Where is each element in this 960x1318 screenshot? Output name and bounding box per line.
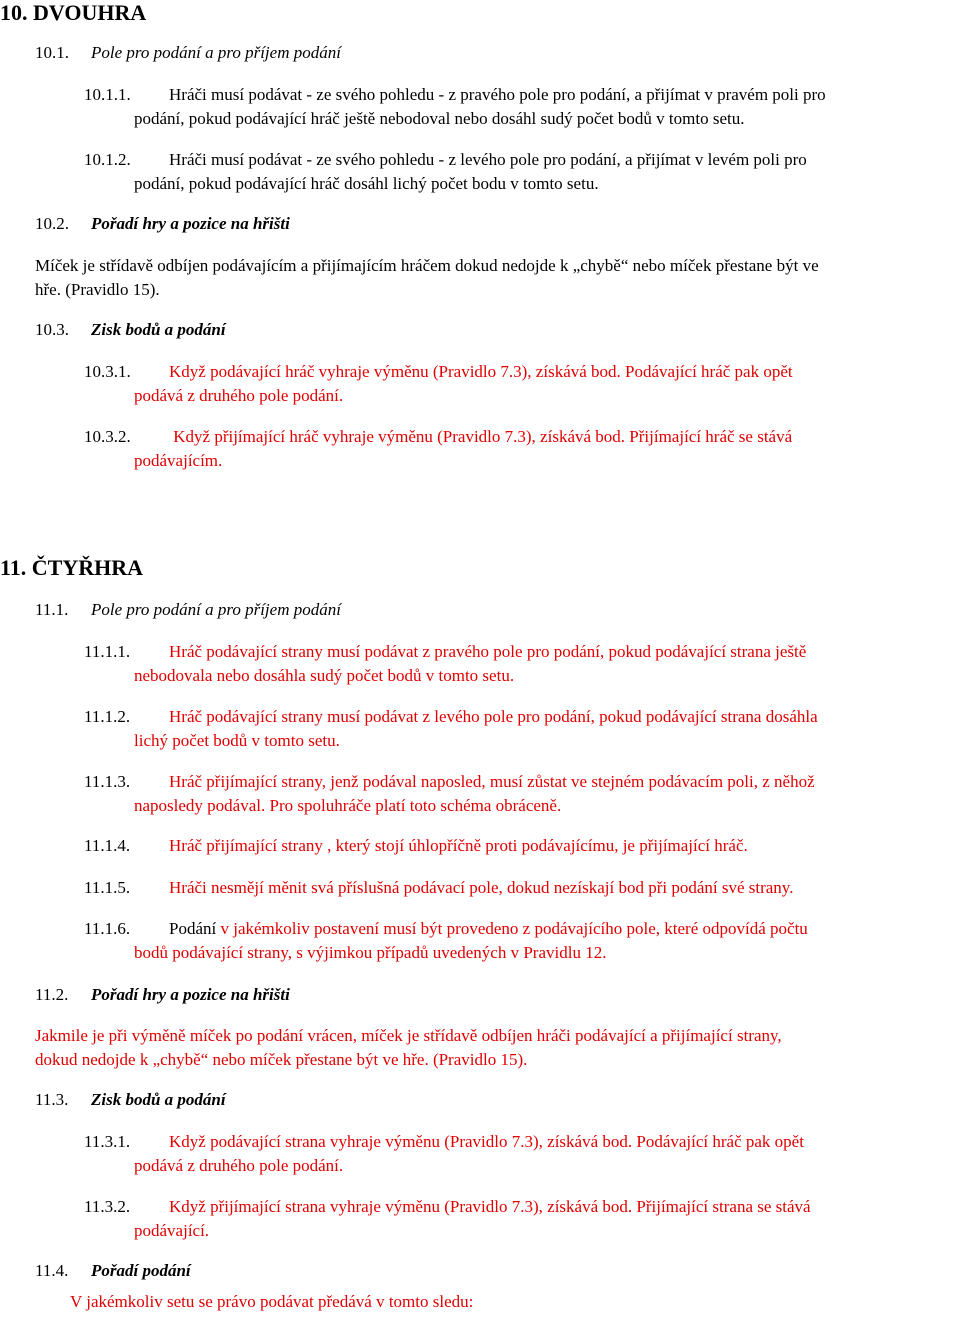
- rule-text-line-2: podání, pokud podávající hráč ještě nebodoval nebo dosáhl sudý počet bodů v tomto setu.: [134, 109, 745, 128]
- rule-text-line-1-start: Podání: [169, 919, 217, 938]
- section-number: 11.3.: [35, 1090, 69, 1109]
- section-11-2-heading: [35, 983, 290, 1007]
- section-10-2-heading: [35, 212, 290, 236]
- rule-number: 11.1.3.: [84, 772, 131, 791]
- section-title: Pořadí hry a pozice na hřišti: [91, 985, 290, 1004]
- rule-number: 11.1.1.: [84, 642, 131, 661]
- rule-11-1-2: [84, 705, 950, 753]
- rule-text-line-1: Hráč přijímající strany , který stojí úhlopříčně proti podávajícímu, je přijímající hráč.: [169, 836, 748, 855]
- chapter-11-heading: 11. ČTYŘHRA: [0, 555, 144, 580]
- rule-number: 11.1.6.: [84, 919, 131, 938]
- rule-text-line-1: Když podávající hráč vyhraje výměnu (Pravidlo 7.3), získává bod. Podávající hráč pak opět: [169, 362, 793, 381]
- rule-text-line-1: Hráč podávající strany musí podávat z pravého pole pro podání, pokud podávající strana ještě: [169, 642, 807, 661]
- section-title: Zisk bodů a podání: [91, 1090, 226, 1109]
- section-number: 11.2.: [35, 985, 69, 1004]
- rule-text-line-1: Hráč přijímající strany, jenž podával naposled, musí zůstat ve stejném podávacím poli, z něhož: [169, 772, 815, 791]
- rule-text-line-2: nebodovala nebo dosáhla sudý počet bodů v tomto setu.: [134, 666, 515, 685]
- section-title: Pole pro podání a pro příjem podání: [91, 43, 341, 62]
- rule-11-1-1: [84, 640, 950, 688]
- rule-11-1-6: [84, 917, 950, 965]
- rule-text-line-1: Když přijímající hráč vyhraje výměnu (Pravidlo 7.3), získává bod. Přijímající hráč se stává: [169, 427, 793, 446]
- rule-number: 11.3.1.: [84, 1132, 131, 1151]
- rule-number: 11.1.2.: [84, 707, 131, 726]
- rule-text-line-2: podání, pokud podávající hráč dosáhl lichý počet bodu v tomto setu.: [134, 174, 599, 193]
- section-title: Zisk bodů a podání: [91, 320, 226, 339]
- section-title: Pořadí hry a pozice na hřišti: [91, 214, 290, 233]
- section-number: 10.3.: [35, 320, 69, 339]
- paragraph-line-1: Míček je střídavě odbíjen podávajícím a přijímajícím hráčem dokud nedojde k „chybě“ nebo míček přestane být ve: [35, 256, 819, 275]
- rule-10-1-1: [84, 83, 950, 131]
- rule-11-1-3: [84, 770, 950, 818]
- section-10-1-heading: [35, 41, 341, 65]
- rule-text-line-1: Hráči nesmějí měnit svá příslušná podávací pole, dokud nezískají bod při podání své strany.: [169, 878, 794, 897]
- rule-11-3-1: [84, 1130, 950, 1178]
- section-11-3-heading: [35, 1088, 226, 1112]
- rule-10-3-2: [84, 425, 950, 473]
- rule-text-line-1: Když přijímající strana vyhraje výměnu (Pravidlo 7.3), získává bod. Přijímající strana se stává: [169, 1197, 811, 1216]
- rule-text-line-1: Když podávající strana vyhraje výměnu (Pravidlo 7.3), získává bod. Podávající hráč pak opět: [169, 1132, 804, 1151]
- rule-text-line-1: Hráči musí podávat - ze svého pohledu - z pravého pole pro podání, a přijímat v pravém poli pro: [169, 85, 826, 104]
- rule-number: 10.3.2.: [84, 427, 131, 446]
- rule-number: 11.3.2.: [84, 1197, 131, 1216]
- paragraph-line-2: hře. (Pravidlo 15).: [35, 280, 160, 299]
- rule-text-line-2: podává z druhého pole podání.: [134, 1156, 344, 1175]
- paragraph-line-2: dokud nedojde k „chybě“ nebo míček přestane být ve hře. (Pravidlo 15).: [35, 1050, 528, 1069]
- rule-text-line-2: podávajícím.: [134, 451, 223, 470]
- section-number: 10.1.: [35, 43, 69, 62]
- rule-number: 11.1.5.: [84, 878, 131, 897]
- rule-number: 10.3.1.: [84, 362, 131, 381]
- rule-text-line-2: podávající.: [134, 1221, 210, 1240]
- paragraph-11-2: [35, 1024, 958, 1072]
- section-number: 11.1.: [35, 600, 69, 619]
- rule-text-line-1: Hráč podávající strany musí podávat z levého pole pro podání, pokud podávající strana dosáhla: [169, 707, 818, 726]
- rule-text-line-2: naposledy podával. Pro spoluhráče platí toto schéma obráceně.: [134, 796, 562, 815]
- rule-11-1-5: [84, 876, 950, 900]
- rule-text-line-1-rest: v jakémkoliv postavení musí být provedeno z podávajícího pole, které odpovídá počtu: [216, 919, 808, 938]
- rule-text-line-2: bodů podávající strany, s výjimkou případů uvedených v Pravidlu 12.: [134, 943, 607, 962]
- section-number: 11.4.: [35, 1261, 69, 1280]
- paragraph-11-4: V jakémkoliv setu se právo podávat předává v tomto sledu:: [70, 1292, 474, 1311]
- section-number: 10.2.: [35, 214, 69, 233]
- rule-text-line-2: podává z druhého pole podání.: [134, 386, 344, 405]
- rule-10-3-1: [84, 360, 950, 408]
- rule-text-line-1: Hráči musí podávat - ze svého pohledu - z levého pole pro podání, a přijímat v levém poli pro: [169, 150, 807, 169]
- section-11-4-heading: [35, 1259, 191, 1283]
- chapter-10-heading: 10. DVOUHRA: [0, 0, 147, 25]
- rule-10-1-2: [84, 148, 950, 196]
- paragraph-line-1: Jakmile je při výměně míček po podání vrácen, míček je střídavě odbíjen hráči podávající a přijímající strany,: [35, 1026, 782, 1045]
- rule-text-line-2: lichý počet bodů v tomto setu.: [134, 731, 340, 750]
- paragraph-10-2: [35, 254, 958, 302]
- section-10-3-heading: [35, 318, 226, 342]
- rule-number: 10.1.1.: [84, 85, 131, 104]
- section-title: Pořadí podání: [91, 1261, 191, 1280]
- rule-number: 10.1.2.: [84, 150, 131, 169]
- section-title: Pole pro podání a pro příjem podání: [91, 600, 341, 619]
- rule-11-3-2: [84, 1195, 950, 1243]
- rule-number: 11.1.4.: [84, 836, 131, 855]
- rule-11-1-4: [84, 834, 950, 858]
- section-11-1-heading: [35, 598, 341, 622]
